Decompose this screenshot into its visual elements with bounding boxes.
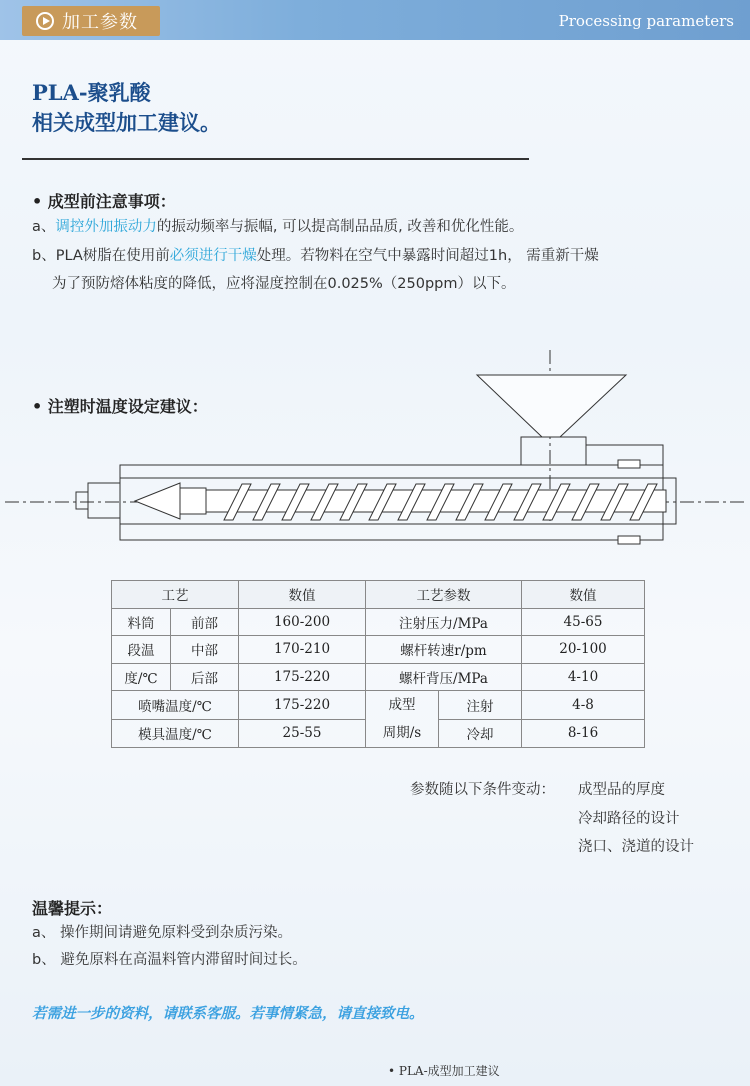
section-tab xyxy=(22,6,160,36)
tip-b: b、 避免原料在高温料管内滞留时间过长。 xyxy=(32,952,307,968)
parameter-table xyxy=(111,580,645,748)
footer-caption: • PLA-成型加工建议 xyxy=(388,1064,500,1078)
zone-middle-value: 170-210 xyxy=(239,636,366,664)
cycle-label-1: 成型 xyxy=(388,697,416,713)
header-param-value: 数值 xyxy=(522,581,645,609)
section-tab-label: 加工参数 xyxy=(62,12,138,33)
english-title: Processing parameters xyxy=(558,12,734,30)
mold-temp-value: 25-55 xyxy=(239,719,366,748)
pre-molding-heading: • 成型前注意事项： xyxy=(32,192,176,211)
temperature-heading: • 注塑时温度设定建议： xyxy=(32,397,208,416)
header-value: 数值 xyxy=(239,581,366,609)
screw-tip xyxy=(135,483,180,519)
note-b-line2: 为了预防熔体粘度的降低，应将湿度控制在0.025%（250ppm）以下。 xyxy=(52,276,516,292)
tips-heading: 温馨提示： xyxy=(32,899,113,918)
injection-machine-diagram xyxy=(0,350,750,560)
nozzle-tip xyxy=(76,492,88,509)
param-back-pressure: 螺杆背压/MPa xyxy=(366,663,522,691)
title-divider xyxy=(22,158,529,160)
note-b-prefix: b、PLA树脂在使用前 xyxy=(32,248,170,264)
check-ring xyxy=(180,488,206,514)
nozzle-block xyxy=(88,483,120,518)
note-a-text: 的振动频率与振幅, 可以提高制品品质, 改善和优化性能。 xyxy=(156,219,524,235)
title-line-1: PLA-聚乳酸 xyxy=(32,80,151,105)
zone-rear: 后部 xyxy=(171,663,239,691)
param-injection-pressure-value: 45-65 xyxy=(522,608,645,636)
tip-a: a、 操作期间请避免原料受到杂质污染。 xyxy=(32,925,292,941)
condition-thickness: 成型品的厚度 xyxy=(578,782,665,798)
zone-front-value: 160-200 xyxy=(239,608,366,636)
inject-label: 注射 xyxy=(439,691,522,720)
mold-temp-label: 模具温度/℃ xyxy=(112,719,239,748)
condition-cooling: 冷却路径的设计 xyxy=(578,811,680,827)
page-title xyxy=(32,78,221,138)
nozzle-temp-label: 喷嘴温度/℃ xyxy=(112,691,239,720)
condition-gate: 浇口、浇道的设计 xyxy=(578,839,694,855)
cool-label: 冷却 xyxy=(439,719,522,748)
param-screw-speed: 螺杆转速r/pm xyxy=(366,636,522,664)
zone-front: 前部 xyxy=(171,608,239,636)
param-injection-pressure: 注射压力/MPa xyxy=(366,608,522,636)
heater-band-bottom xyxy=(618,536,640,544)
note-a-highlight: 调控外加振动力 xyxy=(55,219,157,235)
inject-value: 4-8 xyxy=(522,691,645,720)
contact-note: 若需进一步的资料，请联系客服。若事情紧急，请直接致电。 xyxy=(32,1006,424,1022)
heater-band-top xyxy=(618,460,640,468)
zone-rear-value: 175-220 xyxy=(239,663,366,691)
cycle-label-2: 周期/s xyxy=(382,725,422,741)
hopper-neck xyxy=(521,437,586,465)
note-b-highlight: 必须进行干燥 xyxy=(169,248,257,264)
header-bar xyxy=(0,0,750,40)
param-screw-speed-value: 20-100 xyxy=(522,636,645,664)
cool-value: 8-16 xyxy=(522,719,645,748)
zone-middle: 中部 xyxy=(171,636,239,664)
cycle-label xyxy=(366,691,439,748)
barrel-label-1: 料筒 xyxy=(112,608,171,636)
header-process: 工艺 xyxy=(112,581,239,609)
note-b xyxy=(32,243,599,269)
note-a xyxy=(32,214,523,240)
play-circle-icon xyxy=(36,12,54,30)
conditions-label: 参数随以下条件变动： xyxy=(410,782,555,798)
header-param: 工艺参数 xyxy=(366,581,522,609)
title-line-2: 相关成型加工建议。 xyxy=(32,110,221,135)
note-a-prefix: a、 xyxy=(32,219,56,235)
barrel-label-2: 段温 xyxy=(112,636,171,664)
nozzle-temp-value: 175-220 xyxy=(239,691,366,720)
barrel-label-3: 度/℃ xyxy=(112,663,171,691)
hopper xyxy=(477,375,626,437)
note-b-text: 处理。若物料在空气中暴露时间超过1h， 需重新干燥 xyxy=(256,248,599,264)
param-back-pressure-value: 4-10 xyxy=(522,663,645,691)
